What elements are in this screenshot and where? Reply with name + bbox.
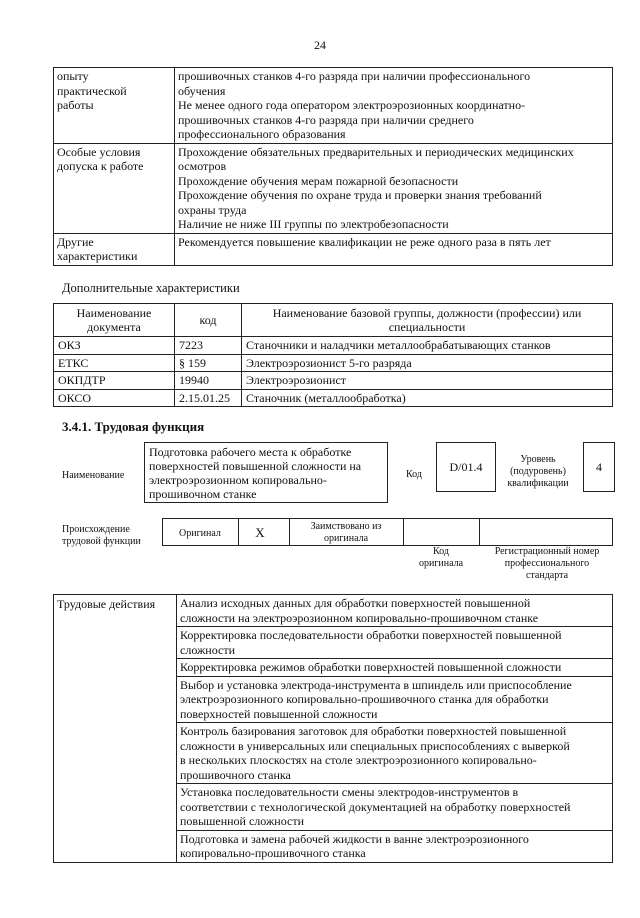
level-value: 4 xyxy=(596,459,602,474)
table-row xyxy=(54,389,613,407)
action-line: электроэрозионного копировально-прошивочного станка для обработки xyxy=(180,692,549,706)
reg-number-caption xyxy=(482,546,612,582)
value-line: Прохождение обучения мерам пожарной безопасности xyxy=(178,173,459,188)
caption-line: профессионального xyxy=(504,558,590,569)
labor-action-item xyxy=(177,830,613,862)
code-original-caption xyxy=(403,546,479,570)
action-line: Корректировка режимов обработки поверхностей повышенной сложности xyxy=(180,660,562,674)
level-label-line: Уровень xyxy=(520,454,556,465)
borrowed-line: оригинала xyxy=(323,533,369,544)
header-line: Наименование xyxy=(76,306,152,320)
section-title: 3.4.1. Трудовая функция xyxy=(62,419,205,434)
doc-cell: ОКЗ xyxy=(54,337,175,355)
action-line: копировально-прошивочного станка xyxy=(180,846,366,860)
origin-label-line: Происхождение xyxy=(62,524,130,535)
label-line: допуска к работе xyxy=(57,159,144,173)
requirement-label xyxy=(54,233,175,265)
label-line: характеристики xyxy=(57,249,138,263)
header-code xyxy=(175,304,242,337)
label-line: Особые условия xyxy=(57,144,141,159)
additional-table xyxy=(53,303,613,407)
name-cell: Станочники и наладчики металлообрабатывающих станков xyxy=(242,337,613,355)
value-line: обучения xyxy=(178,83,226,98)
doc-cell: ОКСО xyxy=(54,389,175,407)
caption-line: оригинала xyxy=(418,558,464,569)
action-line: в нескольких плоскостях на столе электроэрозионного копировально- xyxy=(180,753,537,767)
original-label: Оригинал xyxy=(179,528,221,539)
table-row xyxy=(54,372,613,390)
action-line: Выбор и установка электрода-инструмента в шпиндель или приспособление xyxy=(180,677,572,692)
doc-cell: ОКПДТР xyxy=(54,372,175,390)
requirement-value xyxy=(175,68,613,144)
table-row xyxy=(54,354,613,372)
divider xyxy=(403,519,404,545)
label-line: опыту xyxy=(57,69,89,83)
value-line: Прохождение обучения по охране труда и проверки знания требований xyxy=(178,188,542,202)
action-line: сложности xyxy=(180,642,236,657)
value-line: профессионального образования xyxy=(178,127,346,141)
header-line: Наименование базовой группы, должности (профессии) или xyxy=(272,306,582,320)
requirement-value xyxy=(175,143,613,233)
caption-line: Регистрационный номер xyxy=(494,546,600,557)
requirement-value xyxy=(175,233,613,265)
name-cell: Электроэрозионист 5-го разряда xyxy=(242,354,613,372)
level-label-line: (подуровень) xyxy=(510,466,566,477)
requirement-label xyxy=(54,68,175,144)
header-doc xyxy=(54,304,175,337)
action-line: Корректировка последовательности обработки поверхностей повышенной xyxy=(180,628,562,642)
code-cell: 7223 xyxy=(175,337,242,355)
label-line: Другие xyxy=(57,234,94,249)
labor-action-item xyxy=(177,659,613,677)
level-value-box xyxy=(583,442,615,492)
divider xyxy=(479,519,480,545)
origin-row xyxy=(162,518,613,546)
header-line: документа xyxy=(87,320,141,334)
function-code-box xyxy=(436,442,496,492)
labor-action-item xyxy=(177,723,613,784)
action-line: сложности на электроэрозионном копировально-прошивочном станке xyxy=(180,610,539,625)
table-row xyxy=(54,337,613,355)
labor-action-item xyxy=(177,595,613,627)
value-line: Не менее одного года оператором электроэрозионных координатно- xyxy=(178,98,526,112)
divider xyxy=(289,519,290,545)
action-line: сложности в универсальных или специальных приспособлениях с выверкой xyxy=(180,738,570,753)
label-line: работы xyxy=(57,98,94,112)
labor-actions-table xyxy=(53,594,613,863)
borrowed-label xyxy=(291,521,401,545)
labor-action-item xyxy=(177,784,613,831)
action-line: Анализ исходных данных для обработки поверхностей повышенной xyxy=(180,596,531,610)
action-line: Контроль базирования заготовок для обработки поверхностей повышенной xyxy=(180,724,567,738)
action-line: поверхностей повышенной сложности xyxy=(180,706,378,721)
value-line: Прохождение обязательных предварительных и периодических медицинских xyxy=(178,144,574,159)
requirement-label xyxy=(54,143,175,233)
table-row xyxy=(54,595,613,627)
value-line: прошивочных станков 4-го разряда при наличии профессионального xyxy=(178,69,531,83)
value-line: осмотров xyxy=(178,159,227,173)
header-line: код xyxy=(199,313,217,327)
action-line: повышенной сложности xyxy=(180,814,305,828)
function-code-value: D/01.4 xyxy=(449,459,483,474)
level-label xyxy=(500,454,576,490)
name-cell: Станочник (металлообработка) xyxy=(242,389,613,407)
borrowed-line: Заимствовано из xyxy=(310,521,382,532)
label-line: практической xyxy=(57,83,127,98)
header-line: специальности xyxy=(388,320,466,334)
requirement-row xyxy=(54,233,613,265)
labor-actions-label: Трудовые действия xyxy=(54,595,177,863)
code-cell: § 159 xyxy=(175,354,242,372)
name-line: прошивочном станке xyxy=(149,487,257,501)
level-label-line: квалификации xyxy=(507,478,569,489)
header-name xyxy=(242,304,613,337)
action-line: Установка последовательности смены электродов-инструментов в xyxy=(180,785,519,799)
labor-action-item xyxy=(177,676,613,723)
requirement-row xyxy=(54,143,613,233)
caption-line: Код xyxy=(433,546,449,557)
requirements-table xyxy=(53,67,613,266)
name-line: Подготовка рабочего места к обработке xyxy=(149,445,352,459)
code-label: Код xyxy=(406,469,422,480)
requirement-row xyxy=(54,68,613,144)
name-cell: Электроэрозионист xyxy=(242,372,613,390)
name-label: Наименование xyxy=(62,470,125,481)
caption-line: стандарта xyxy=(525,570,569,581)
value-line: охраны труда xyxy=(178,202,247,217)
origin-label xyxy=(62,524,141,548)
action-line: соответствии с технологической документацией на обработку поверхностей xyxy=(180,799,571,814)
name-line: электроэрозионном копировально- xyxy=(149,473,327,487)
action-line: Подготовка и замена рабочей жидкости в ванне электроэрозионного xyxy=(180,831,529,846)
code-cell: 2.15.01.25 xyxy=(175,389,242,407)
divider xyxy=(238,519,239,545)
original-mark: X xyxy=(255,525,265,540)
doc-cell: ЕТКС xyxy=(54,354,175,372)
page-number: 24 xyxy=(314,38,326,52)
value-line: прошивочных станков 4-го разряда при наличии среднего xyxy=(178,112,474,127)
action-line: прошивочного станка xyxy=(180,767,291,782)
header-row xyxy=(54,304,613,337)
labor-action-item xyxy=(177,627,613,659)
value-line: Наличие не ниже III группы по электробезопасности xyxy=(178,217,449,231)
function-name-box xyxy=(144,442,388,503)
additional-title: Дополнительные характеристики xyxy=(62,281,240,295)
value-line: Рекомендуется повышение квалификации не реже одного раза в пять лет xyxy=(178,234,551,249)
code-cell: 19940 xyxy=(175,372,242,390)
origin-label-line: трудовой функции xyxy=(62,536,141,547)
name-line: поверхностей повышенной сложности на xyxy=(149,459,362,473)
